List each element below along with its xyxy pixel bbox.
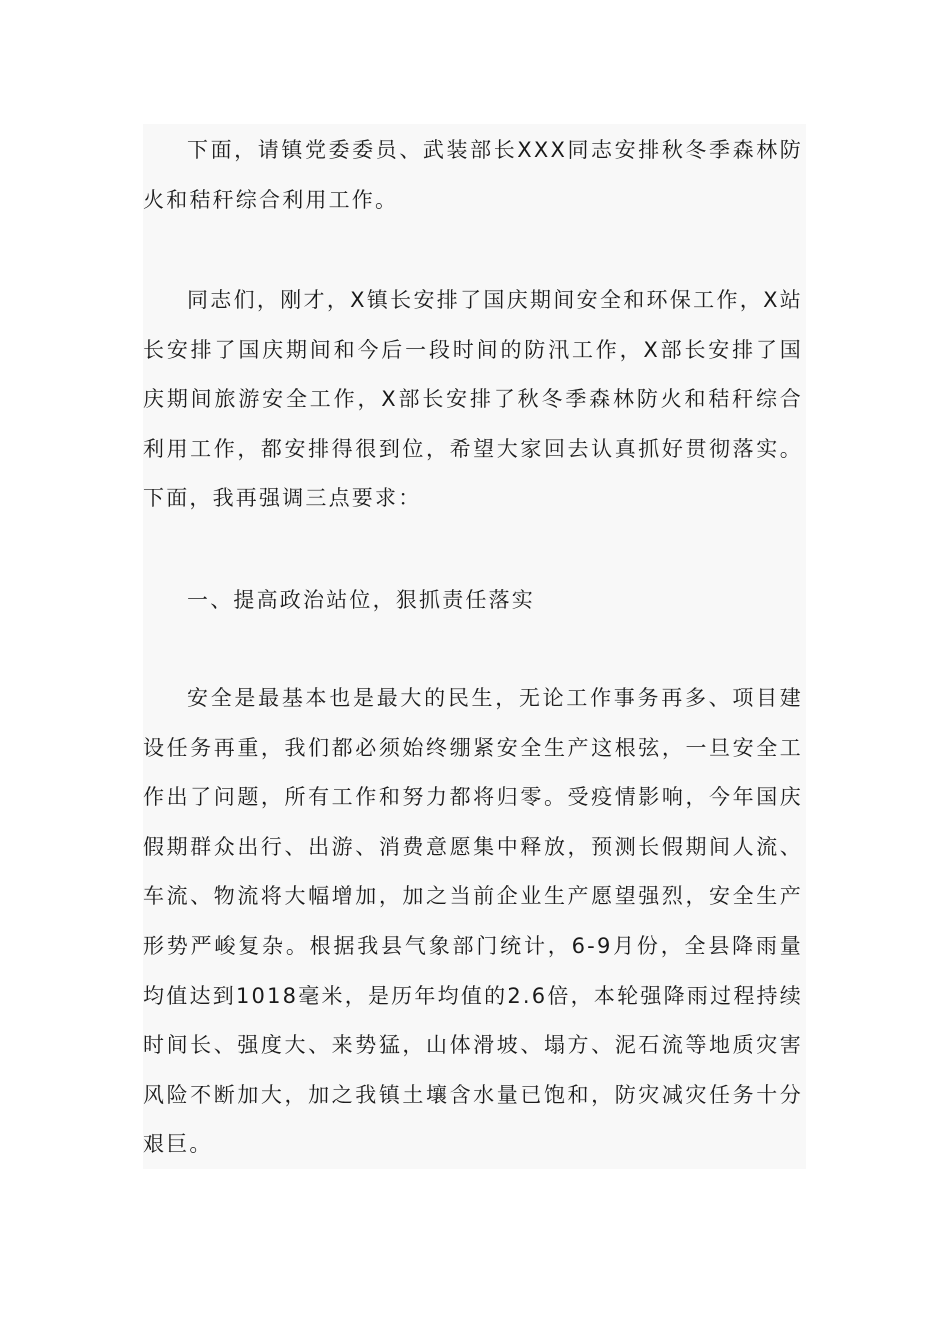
- section-heading-1: 一、提高政治站位，狠抓责任落实: [187, 588, 535, 612]
- paragraph-summary-remarks: 同志们，刚才，X镇长安排了国庆期间安全和环保工作，X站长安排了国庆期间和今后一段时间的防汛工作，X部长安排了国庆期间旅游安全工作，X部长安排了秋冬季森林防火和秸秆综合利用工作，都安排得很到位，希望大家回去认真抓好贯彻落实。下面，我再强调三点要求：: [143, 288, 803, 511]
- document-text-block: [143, 124, 806, 1169]
- paragraph-safety-situation: 安全是最基本也是最大的民生，无论工作事务再多、项目建设任务再重，我们都必须始终绷紧安全生产这根弦，一旦安全工作出了问题，所有工作和努力都将归零。受疫情影响，今年国庆假期群众出行、出游、消费意愿集中释放，预测长假期间人流、车流、物流将大幅增加，加之当前企业生产愿望强烈，安全生产形势严峻复杂。根据我县气象部门统计，6-9月份，全县降雨量均值达到1018毫米，是历年均值的2.6倍，本轮强降雨过程持续时间长、强度大、来势猛，山体滑坡、塌方、泥石流等地质灾害风险不断加大，加之我镇土壤含水量已饱和，防灾减灾任务十分艰巨。: [143, 686, 803, 1157]
- paragraph-arrangement-intro: 下面，请镇党委委员、武装部长XXX同志安排秋冬季森林防火和秸秆综合利用工作。: [143, 138, 803, 212]
